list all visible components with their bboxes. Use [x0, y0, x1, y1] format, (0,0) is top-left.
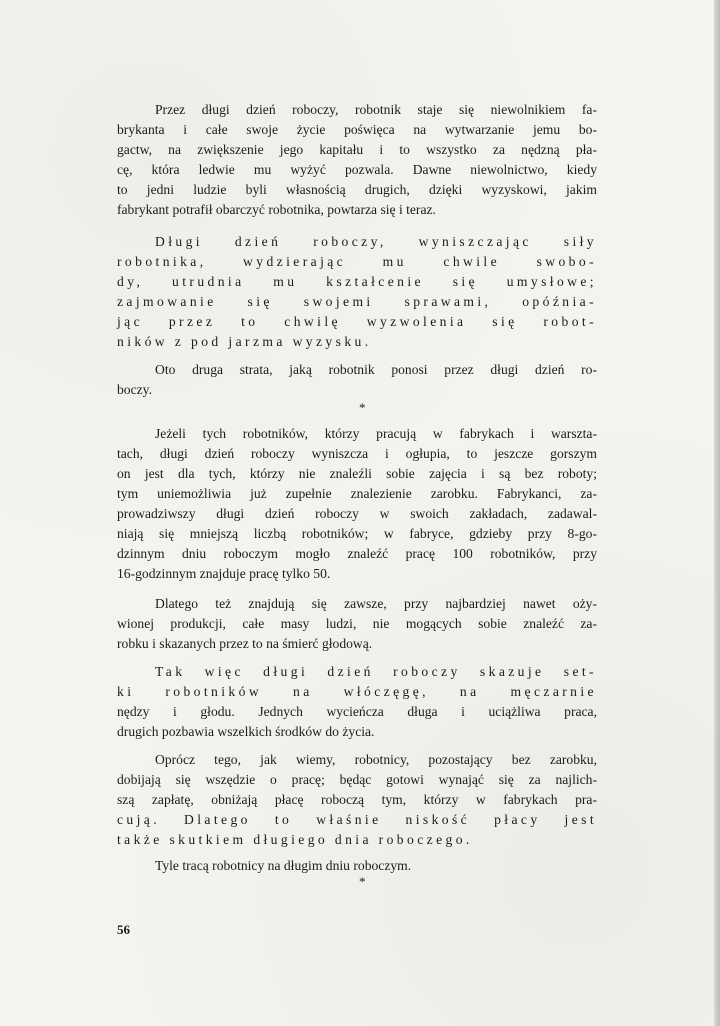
- text-line: tach, długi dzień roboczy wyniszcza i ogłupia, to jeszcze gorszym: [117, 446, 597, 461]
- section-separator: *: [359, 874, 366, 889]
- text-line-emphasis: zajmowanie się swojemi sprawami, opóźnia-: [117, 294, 597, 309]
- text-line: 16-godzinnym znajduje pracę tylko 50.: [117, 566, 331, 581]
- text-line: Tyle tracą robotnicy na długim dniu roboczym.: [155, 858, 412, 873]
- text-line-emphasis: Długi dzień roboczy, wyniszczając siły: [155, 234, 597, 249]
- text-line-emphasis: Tak więc długi dzień roboczy skazuje set-: [155, 664, 597, 679]
- text-line: tym uniemożliwia już zupełnie znalezienie zarobku. Fabrykanci, za-: [117, 486, 597, 501]
- text-line: gactw, na zwiększenie jego kapitału i to wszystko za nędzną pła-: [117, 142, 597, 157]
- text-line: drugich pozbawia wszelkich środków do życia.: [117, 724, 375, 739]
- text-line: wionej produkcji, całe masy ludzi, nie mogących sobie znaleźć za-: [117, 616, 597, 631]
- page-number: 56: [117, 922, 130, 937]
- text-line: szą zapłatę, obniżają płacę roboczą tym, którzy w fabrykach pra-: [117, 792, 597, 807]
- text-line: cę, która ledwie mu wyżyć pozwala. Dawne niewolnictwo, kiedy: [117, 162, 597, 177]
- page-edge: [714, 0, 720, 1026]
- section-separator: *: [359, 400, 366, 415]
- text-line: dzinnym dniu roboczym mogło znaleźć pracę 100 robotników, przy: [117, 546, 597, 561]
- text-line: robku i skazanych przez to na śmierć głodową.: [117, 636, 373, 651]
- text-line: prowadziwszy długi dzień roboczy w swoich zakładach, zadawal-: [117, 506, 597, 521]
- text-line: nędzy i głodu. Jednych wycieńcza długa i uciążliwa praca,: [117, 704, 597, 719]
- text-line: brykanta i całe swoje życie poświęca na wytwarzanie jemu bo-: [117, 122, 597, 137]
- text-line: on jest dla tych, którzy nie znaleźli sobie zajęcia i są bez roboty;: [117, 466, 597, 481]
- text-line: niają się mniejszą liczbą robotników; w fabryce, gdzieby przy 8-go-: [117, 526, 597, 541]
- text-line-emphasis: robotnika, wydzierając mu chwile swobo-: [117, 254, 597, 269]
- text-line: Przez długi dzień roboczy, robotnik staje się niewolnikiem fa-: [155, 102, 597, 117]
- text-line: boczy.: [117, 382, 152, 397]
- text-line: Oprócz tego, jak wiemy, robotnicy, pozostający bez zarobku,: [155, 752, 597, 767]
- text-line: Oto druga strata, jaką robotnik ponosi przez długi dzień ro-: [155, 362, 597, 377]
- text-line: Jeżeli tych robotników, którzy pracują w fabrykach i warszta-: [155, 426, 597, 441]
- text-line: Dlatego też znajdują się zawsze, przy najbardziej nawet oży-: [155, 596, 597, 611]
- text-line: to jedni ludzie byli własnością drugich, dzięki wyzyskowi, jakim: [117, 182, 597, 197]
- text-line: dobijają się wszędzie o pracę; będąc gotowi wynająć się za najlich-: [117, 772, 597, 787]
- text-line-emphasis: cują. Dlatego to właśnie niskość płacy jest: [117, 812, 597, 827]
- text-line: fabrykant potrafił obarczyć robotnika, powtarza się i teraz.: [117, 202, 436, 217]
- text-line-emphasis: jąc przez to chwilę wyzwolenia się robot-: [117, 314, 597, 329]
- text-line-emphasis: także skutkiem długiego dnia roboczego.: [117, 832, 473, 847]
- text-line-emphasis: ki robotników na włóczęgę, na męczarnie: [117, 684, 597, 699]
- text-line-emphasis: ników z pod jarzma wyzysku.: [117, 334, 372, 349]
- text-line-emphasis: dy, utrudnia mu kształcenie się umysłowe;: [117, 274, 597, 289]
